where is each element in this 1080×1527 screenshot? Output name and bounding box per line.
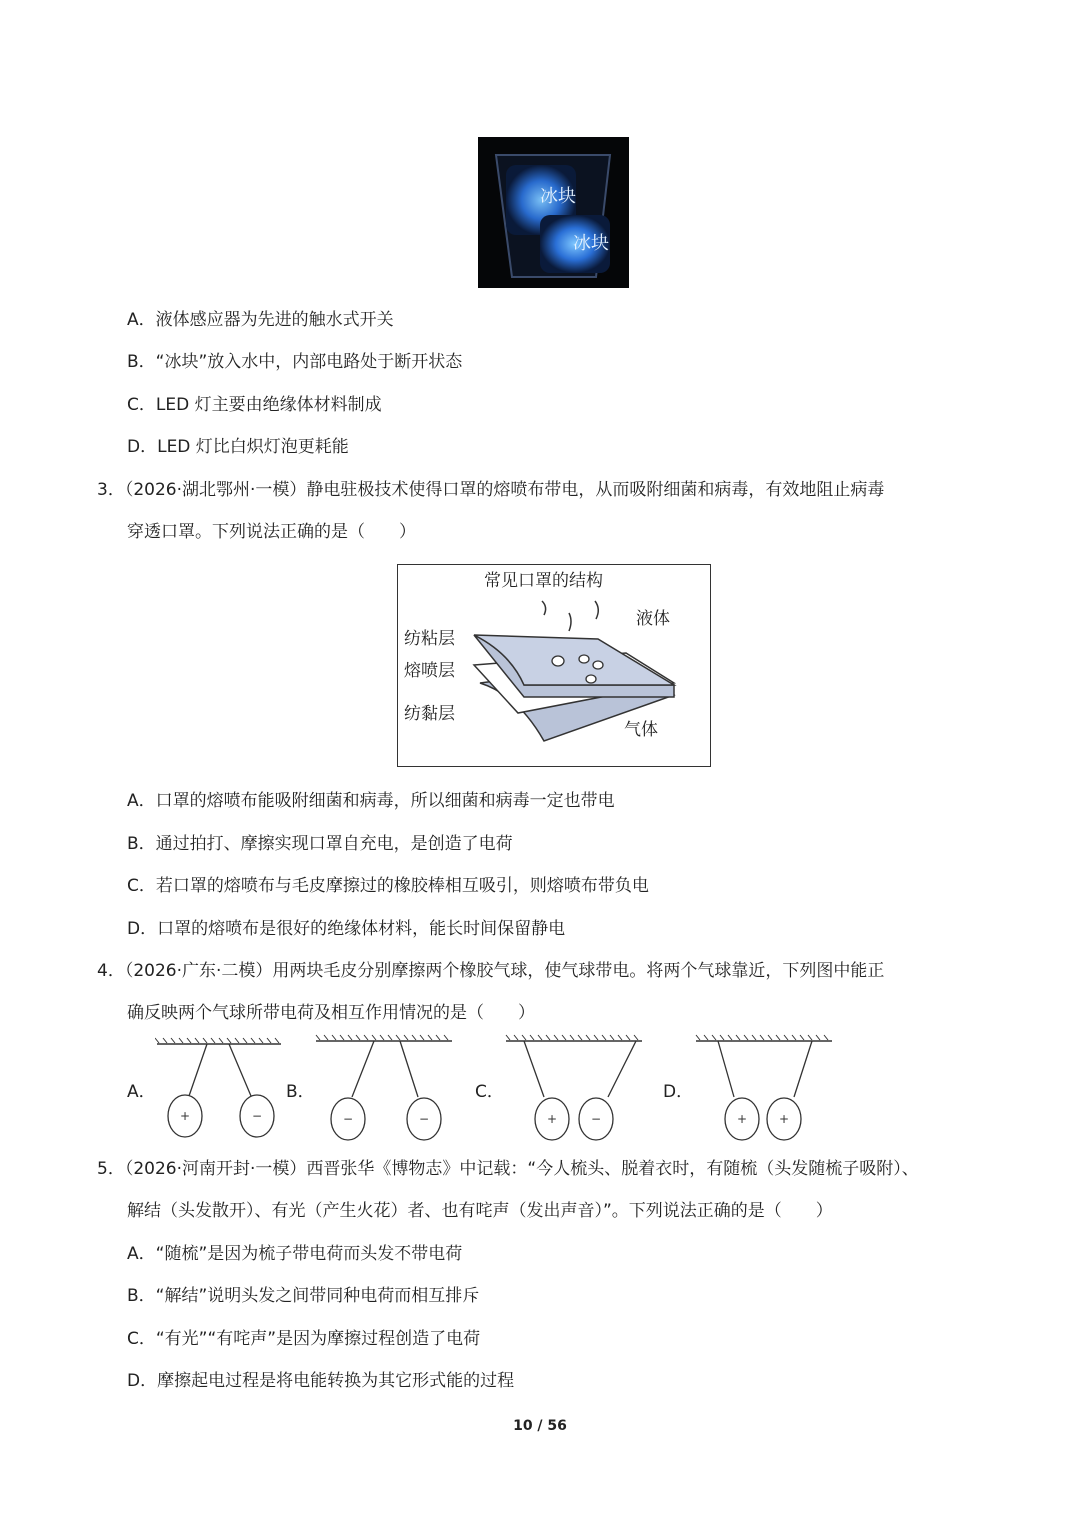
q4-c-left-charge: + <box>546 1112 558 1126</box>
q4-stem-line1: 4．（2026·广东·二模）用两块毛皮分别摩擦两个橡胶气球，使气球带电。将两个气球靠近，下列图中能正 <box>97 961 885 981</box>
ice-cube-photo <box>478 137 629 288</box>
q4-option-a-diagram <box>155 1036 285 1146</box>
page-number: 10 / 56 <box>513 1418 567 1434</box>
q2-option-b: B．“冰块”放入水中，内部电路处于断开状态 <box>127 352 463 372</box>
mask-layers-drawing <box>398 565 710 766</box>
q4-d-left-charge: + <box>736 1112 748 1126</box>
q4-option-a-letter: A． <box>127 1082 156 1102</box>
q3-option-c: C．若口罩的熔喷布与毛皮摩擦过的橡胶棒相互吸引，则熔喷布带负电 <box>127 876 649 896</box>
q3-option-d: D．口罩的熔喷布是很好的绝缘体材料，能长时间保留静电 <box>127 919 566 939</box>
q2-option-c: C．LED 灯主要由绝缘体材料制成 <box>127 395 382 415</box>
q2-option-d: D．LED 灯比白炽灯泡更耗能 <box>127 437 349 457</box>
q4-b-right-charge: − <box>418 1112 430 1126</box>
mask-label-layer3: 纺黏层 <box>404 704 455 724</box>
ice-label-2: 冰块 <box>573 233 609 254</box>
mask-figure-title: 常见口罩的结构 <box>484 571 603 591</box>
q5-stem-line1: 5．（2026·河南开封·一模）西晋张华《博物志》中记载：“今人梳头、脱着衣时，有随梳（头发随梳子吸附）、 <box>97 1159 919 1179</box>
ice-label-1: 冰块 <box>540 186 576 207</box>
mask-label-gas: 气体 <box>624 720 658 740</box>
q4-a-right-charge: − <box>251 1109 263 1123</box>
q3-option-a: A．口罩的熔喷布能吸附细菌和病毒，所以细菌和病毒一定也带电 <box>127 791 615 811</box>
q4-option-d-letter: D． <box>663 1082 694 1102</box>
q4-option-c-diagram <box>504 1033 644 1145</box>
q4-stem-line2: 确反映两个气球所带电荷及相互作用情况的是（ ） <box>127 1003 535 1023</box>
q3-stem-line1: 3．（2026·湖北鄂州·一模）静电驻极技术使得口罩的熔喷布带电，从而吸附细菌和病毒，有效地阻止病毒 <box>97 480 885 500</box>
q4-d-right-charge: + <box>778 1112 790 1126</box>
q5-option-d: D．摩擦起电过程是将电能转换为其它形式能的过程 <box>127 1371 515 1391</box>
q4-c-right-charge: − <box>590 1112 602 1126</box>
q4-b-left-charge: − <box>342 1112 354 1126</box>
q5-option-a: A．“随梳”是因为梳子带电荷而头发不带电荷 <box>127 1244 463 1264</box>
q4-option-c-letter: C． <box>475 1082 504 1102</box>
q3-option-b: B．通过拍打、摩擦实现口罩自充电，是创造了电荷 <box>127 834 513 854</box>
q4-option-b-diagram <box>314 1033 454 1145</box>
q5-stem-line2: 解结（头发散开）、有光（产生火花）者、也有咤声（发出声音）”。下列说法正确的是（ ） <box>127 1201 833 1221</box>
mask-label-layer2: 熔喷层 <box>404 661 455 681</box>
q4-option-d-diagram <box>694 1033 834 1145</box>
mask-label-layer1: 纺粘层 <box>404 629 455 649</box>
q4-option-b-letter: B． <box>286 1082 315 1102</box>
mask-structure-figure <box>397 564 711 767</box>
q5-option-c: C．“有光”“有咤声”是因为摩擦过程创造了电荷 <box>127 1329 481 1349</box>
q3-stem-line2: 穿透口罩。下列说法正确的是（ ） <box>127 522 416 542</box>
q4-a-left-charge: + <box>179 1109 191 1123</box>
q5-option-b: B．“解结”说明头发之间带同种电荷而相互排斥 <box>127 1286 480 1306</box>
mask-label-liquid: 液体 <box>636 609 670 629</box>
q2-option-a: A．液体感应器为先进的触水式开关 <box>127 310 394 330</box>
